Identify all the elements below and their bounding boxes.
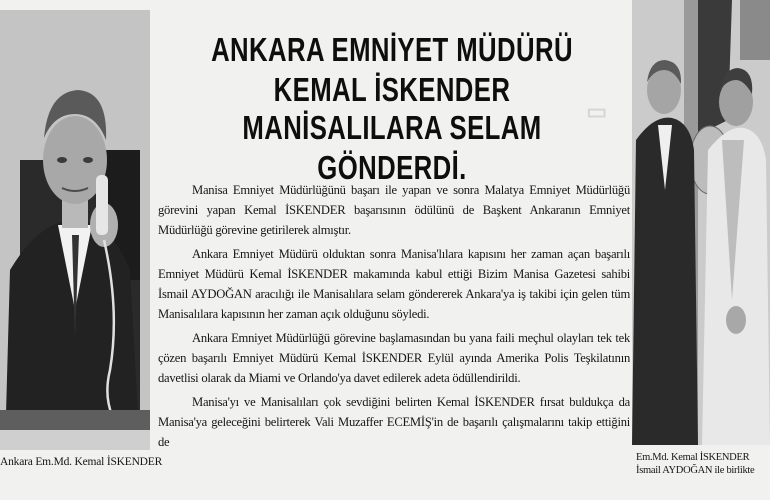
- portrait-illustration: [0, 10, 150, 450]
- paragraph: Manisa'yı ve Manisalıları çok sevdiğini belirten Kemal İSKENDER fırsat buldukça da Manisa'ya geleceğini belirterek Vali Muzaffer ECEMİŞ'in de başarılı çalışmalarını takip ettiğini de: [158, 395, 630, 449]
- right-caption-line-2: İsmail AYDOĞAN ile birlikte: [636, 465, 755, 476]
- headline-line-1: ANKARA EMNİYET MÜDÜRÜ KEMAL İSKENDER: [211, 31, 573, 108]
- paragraph: Manisa Emniyet Müdürlüğünü başarı ile yapan ve sonra Malatya Emniyet Müdürlüğü görevini yapan Kemal İSKENDER başarısının ödülünü de Başkent Ankaranın Emniyet Müdürlüğü görevine getirilerek almıştır.: [158, 183, 630, 237]
- portrait-photo-left: [0, 10, 150, 450]
- meeting-illustration: [632, 0, 770, 445]
- meeting-photo-right: [632, 0, 770, 445]
- left-photo-caption: Ankara Em.Md. Kemal İSKENDER: [0, 456, 163, 468]
- headline-line-2: MANİSALILARA SELAM GÖNDERDİ.: [242, 109, 542, 186]
- article-body: [158, 180, 630, 500]
- right-caption-line-1: Em.Md. Kemal İSKENDER: [636, 452, 750, 463]
- show-through-texture: ▯: [586, 106, 612, 120]
- paragraph: Ankara Emniyet Müdürü olduktan sonra Manisa'lılara kapısını her zaman açan başarılı Emniyet Müdürü Kemal İSKENDER makamında kabul ettiği Bizim Manisa Gazetesi sahibi İsmail AYDOĞAN aracılığı ile Manisalılara selam göndererek Ankara'ya iş takibi için gelen tüm Manisalılara kapısının her zaman açık olduğunu söyledi.: [158, 247, 630, 321]
- right-photo-caption: [636, 451, 770, 477]
- paragraph: Ankara Emniyet Müdürlüğü görevine başlamasından bu yana faili meçhul olayları tek tek çözen başarılı Emniyet Müdürü Kemal İSKENDER Eylül ayında Amerika Polis Teşkilatının davetlisi olarak da Miami ve Orlando'ya davet edilerek adeta ödüllendirildi.: [158, 331, 630, 385]
